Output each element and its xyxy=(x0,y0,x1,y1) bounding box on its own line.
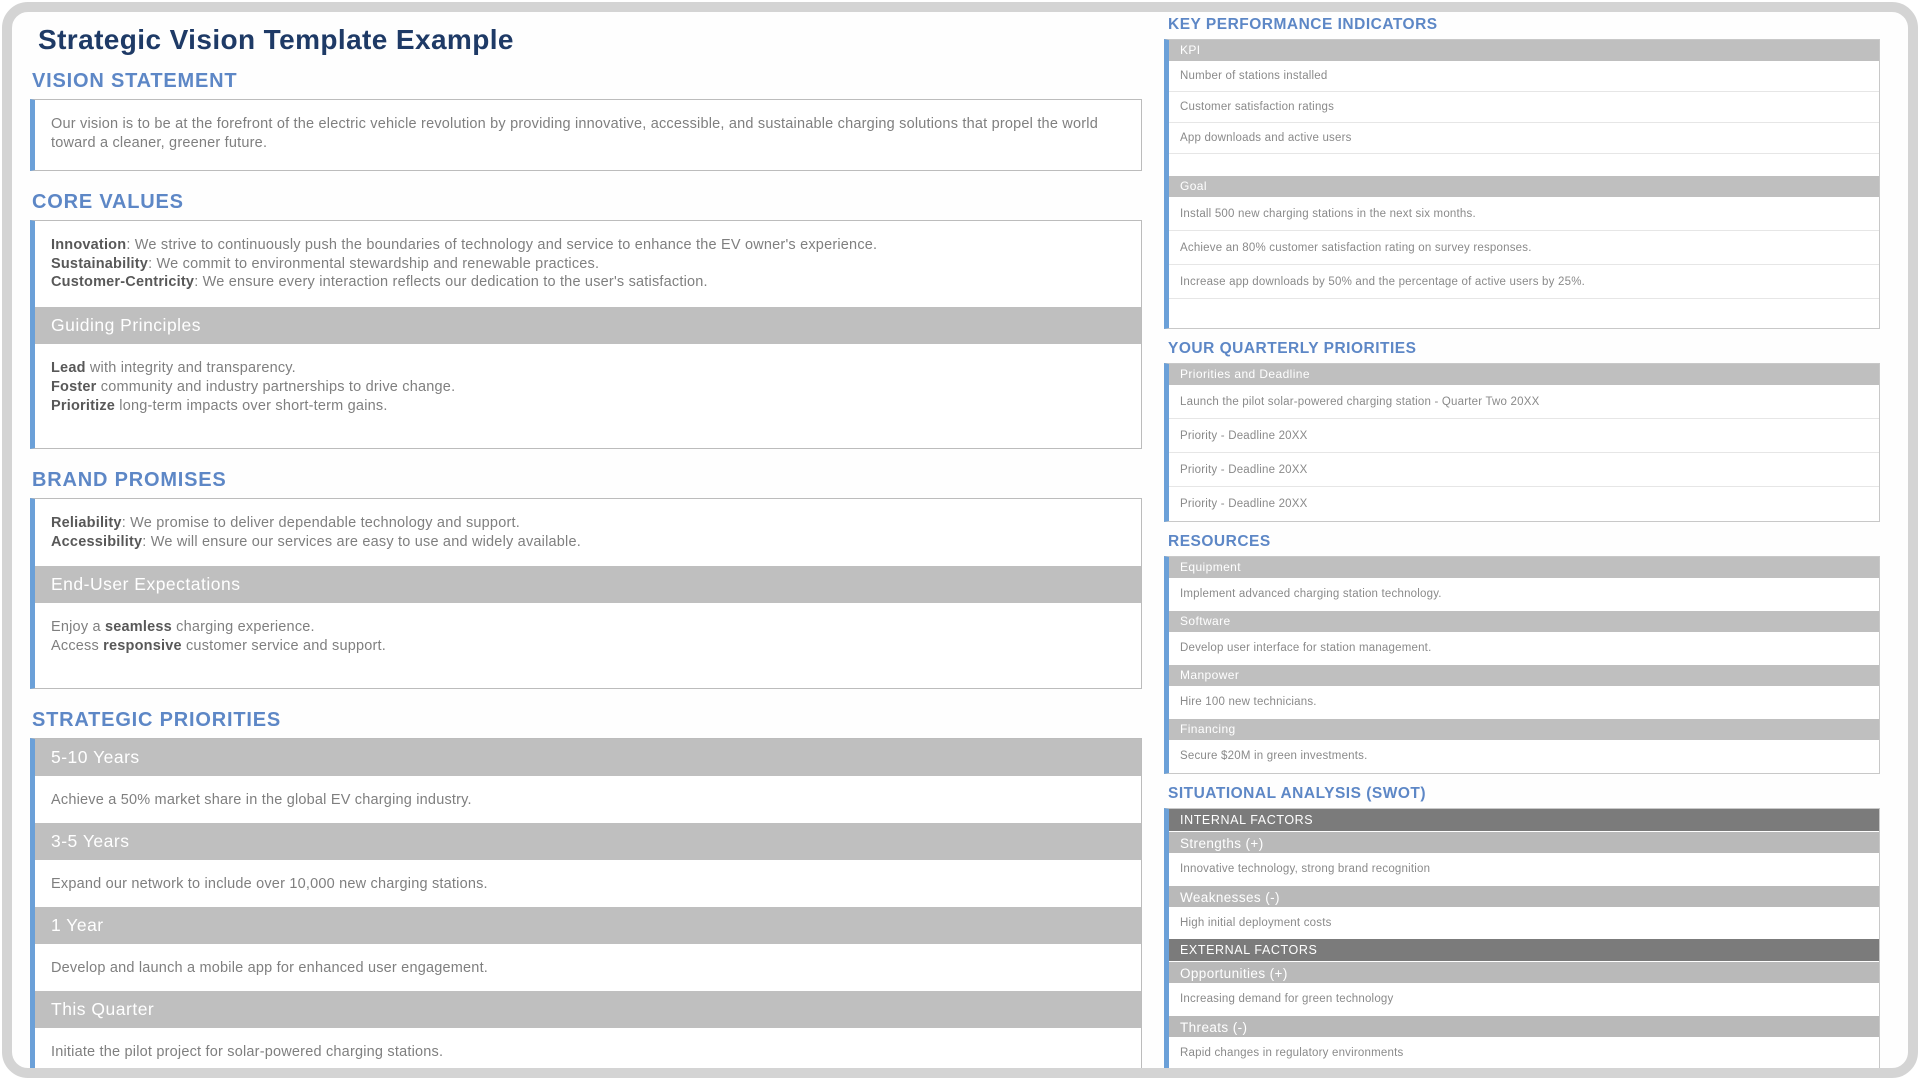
quarterly-row: Launch the pilot solar-powered charging station - Quarter Two 20XX xyxy=(1169,385,1879,419)
priority-label-5-10-years: 5-10 Years xyxy=(35,739,1141,776)
priority-text: Develop and launch a mobile app for enhanced user engagement. xyxy=(51,960,489,977)
end-user-expectations-text xyxy=(35,603,1141,688)
quarterly-priorities-table xyxy=(1164,363,1880,522)
quarterly-row: Priority - Deadline 20XX xyxy=(1180,498,1308,510)
swot-label-threats: Threats (-) xyxy=(1169,1015,1879,1038)
page-title: Strategic Vision Template Example xyxy=(38,24,514,55)
resource-row: Implement advanced charging station technology. xyxy=(1180,588,1442,600)
promise-line: Reliability: We promise to deliver dependable technology and support. xyxy=(51,514,520,531)
section-heading-swot: SITUATIONAL ANALYSIS (SWOT) xyxy=(1168,785,1427,802)
priority-text: Expand our network to include over 10,000 new charging stations. xyxy=(51,876,488,893)
brand-promises-box xyxy=(30,498,1142,689)
section-heading-brand-promises: BRAND PROMISES xyxy=(32,468,227,491)
quarterly-row: Priority - Deadline 20XX xyxy=(1169,453,1879,487)
core-value-line: Customer-Centricity: We ensure every interaction reflects our dedication to the user's satisfaction. xyxy=(51,274,708,291)
swot-table xyxy=(1164,808,1880,1070)
swot-label-weaknesses: Weaknesses (-) xyxy=(1169,885,1879,908)
brand-promises-text xyxy=(35,499,1141,567)
swot-internal-factors-header: INTERNAL FACTORS xyxy=(1169,809,1879,831)
resource-label-financing: Financing xyxy=(1169,719,1879,740)
kpi-row: Number of stations installed xyxy=(1169,61,1879,92)
left-column xyxy=(30,12,1142,1076)
swot-section xyxy=(1164,785,1880,1070)
core-values-box xyxy=(30,220,1142,449)
section-heading-quarterly-priorities: YOUR QUARTERLY PRIORITIES xyxy=(1168,340,1417,357)
core-values-text xyxy=(35,221,1141,308)
priority-label-this-quarter: This Quarter xyxy=(35,991,1141,1028)
resources-table xyxy=(1164,556,1880,774)
swot-row-threats: Rapid changes in regulatory environments xyxy=(1180,1047,1404,1059)
resource-row: Secure $20M in green investments. xyxy=(1180,750,1368,762)
swot-label-strengths: Strengths (+) xyxy=(1169,831,1879,854)
priority-label-3-5-years: 3-5 Years xyxy=(35,823,1141,860)
section-heading-kpi: KEY PERFORMANCE INDICATORS xyxy=(1168,16,1438,33)
goal-column-header: Goal xyxy=(1169,176,1879,197)
vision-statement-box xyxy=(30,99,1142,171)
kpi-row: Customer satisfaction ratings xyxy=(1169,92,1879,123)
kpi-row-empty xyxy=(1169,154,1879,176)
resource-label-manpower: Manpower xyxy=(1169,665,1879,686)
resource-label-software: Software xyxy=(1169,611,1879,632)
quarterly-row: Priority - Deadline 20XX xyxy=(1169,419,1879,453)
kpi-table xyxy=(1164,39,1880,329)
section-heading-core-values: CORE VALUES xyxy=(32,190,184,213)
resource-label-equipment: Equipment xyxy=(1169,557,1879,578)
expectation-line: Enjoy a seamless charging experience. xyxy=(51,619,315,636)
swot-row-opportunities: Increasing demand for green technology xyxy=(1180,993,1394,1005)
section-heading-resources: RESOURCES xyxy=(1168,533,1271,550)
kpi-row: App downloads and active users xyxy=(1169,123,1879,154)
goal-row-empty xyxy=(1169,299,1879,328)
swot-row-strengths: Innovative technology, strong brand recognition xyxy=(1180,863,1431,875)
strategic-priorities-box xyxy=(30,738,1142,1076)
subheader-end-user-expectations: End-User Expectations xyxy=(35,566,1141,603)
principle-line: Foster community and industry partnerships to drive change. xyxy=(51,379,456,396)
resource-row: Develop user interface for station management. xyxy=(1180,642,1432,654)
principle-line: Lead with integrity and transparency. xyxy=(51,360,296,377)
kpi-column-header: KPI xyxy=(1169,40,1879,61)
subheader-guiding-principles: Guiding Principles xyxy=(35,307,1141,344)
kpi-section xyxy=(1164,16,1880,329)
section-heading-vision-statement: VISION STATEMENT xyxy=(32,70,238,92)
core-value-line: Innovation: We strive to continuously push the boundaries of technology and service to enhance the EV owner's experience. xyxy=(51,236,878,253)
right-column xyxy=(1164,12,1880,1078)
swot-label-opportunities: Opportunities (+) xyxy=(1169,961,1879,984)
section-heading-strategic-priorities: STRATEGIC PRIORITIES xyxy=(32,709,281,732)
guiding-principles-text xyxy=(35,344,1141,448)
principle-line: Prioritize long-term impacts over short-term gains. xyxy=(51,397,388,414)
goal-row: Increase app downloads by 50% and the percentage of active users by 25%. xyxy=(1169,265,1879,299)
promise-line: Accessibility: We will ensure our services are easy to use and widely available. xyxy=(51,533,581,550)
priority-text: Initiate the pilot project for solar-powered charging stations. xyxy=(51,1044,444,1061)
quarterly-priorities-section xyxy=(1164,340,1880,522)
goal-row: Achieve an 80% customer satisfaction rating on survey responses. xyxy=(1169,231,1879,265)
priority-label-1-year: 1 Year xyxy=(35,907,1141,944)
template-page-card xyxy=(2,2,1918,1078)
resource-row: Hire 100 new technicians. xyxy=(1180,696,1317,708)
resources-section xyxy=(1164,533,1880,774)
expectation-line: Access responsive customer service and support. xyxy=(51,638,387,655)
swot-row-weaknesses: High initial deployment costs xyxy=(1180,917,1332,929)
quarterly-column-header: Priorities and Deadline xyxy=(1169,364,1879,385)
goal-row: Install 500 new charging stations in the next six months. xyxy=(1169,197,1879,231)
core-value-line: Sustainability: We commit to environmental stewardship and renewable practices. xyxy=(51,255,600,272)
swot-external-factors-header: EXTERNAL FACTORS xyxy=(1169,939,1879,961)
priority-text: Achieve a 50% market share in the global EV charging industry. xyxy=(51,792,472,809)
vision-statement-text: Our vision is to be at the forefront of the electric vehicle revolution by providing innovative, accessible, and sustainable charging solutions that propel the world toward a cleaner, greener future. xyxy=(51,116,1098,151)
